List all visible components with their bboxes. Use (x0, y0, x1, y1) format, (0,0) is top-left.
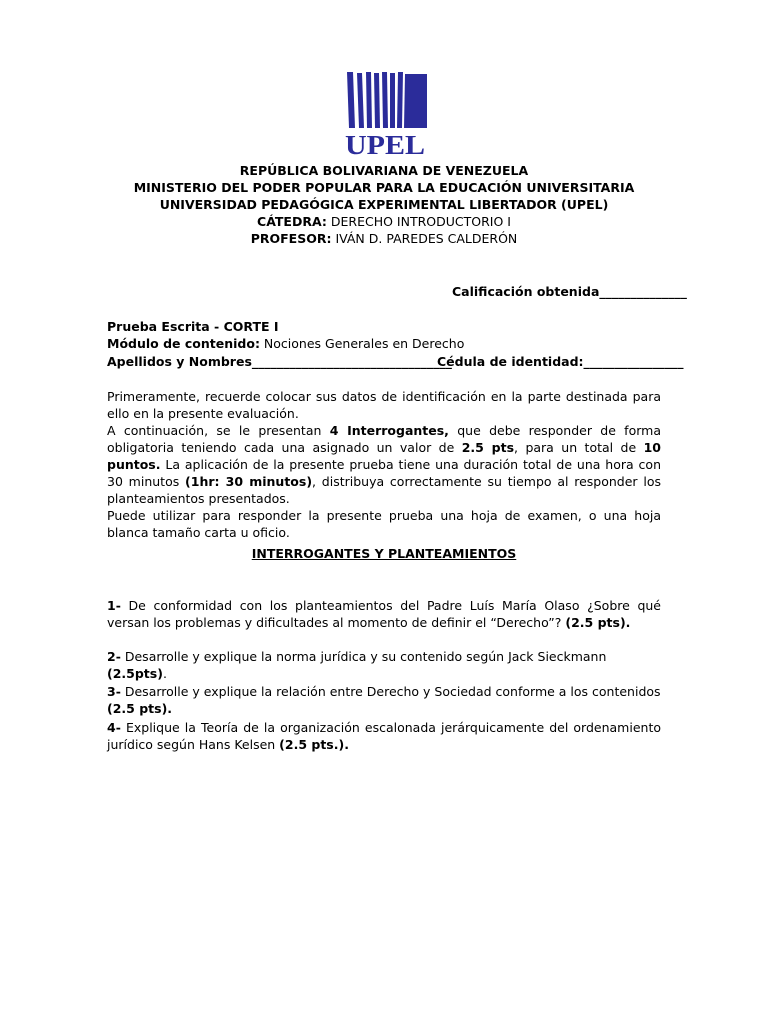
upel-logo (343, 70, 427, 156)
prueba-title: Prueba Escrita - CORTE I (107, 319, 279, 334)
p2-text-a: A continuación, se le presentan (107, 423, 330, 438)
modulo-value: Nociones Generales en Derecho (259, 336, 465, 351)
question-3 (107, 683, 661, 717)
question-points: (2.5 pts). (107, 701, 173, 716)
question-number: 1- (107, 598, 121, 613)
header-university: UNIVERSIDAD PEDAGÓGICA EXPERIMENTAL LIBERTADOR (UPEL) (159, 197, 609, 212)
p2-bold-puntos: 10 puntos. (107, 440, 662, 472)
question-4 (107, 719, 661, 753)
header-catedra (0, 213, 768, 230)
question-number: 2- (107, 649, 121, 664)
question-text: De conformidad con los planteamientos del Padre Luís María Olaso ¿Sobre qué versan los problemas y dificultades al momento de definir el “Derecho”? (107, 598, 661, 630)
cedula-field: Cédula de identidad:________________ (437, 354, 684, 369)
p2-text-i: , distribuya correctamente su tiempo al responder los planteamientos presentados. (107, 474, 661, 506)
instructions-p1: Primeramente, recuerde colocar sus datos de identificación en la parte destinada para ello en la presente evaluación. (107, 389, 661, 421)
instructions-p2 (107, 422, 661, 507)
p2-text-e: , para un total de (514, 440, 644, 455)
question-tail: . (162, 666, 167, 681)
header-republic: REPÚBLICA BOLIVARIANA DE VENEZUELA (239, 163, 529, 178)
p2-bold-interrogantes: 4 Interrogantes, (329, 423, 449, 438)
question-text: Desarrolle y explique la norma jurídica y su contenido según Jack Sieckmann (120, 649, 607, 664)
question-points: (2.5 pts). (565, 615, 631, 630)
question-text: Desarrolle y explique la relación entre Derecho y Sociedad conforme a los contenidos (120, 684, 661, 699)
apellidos-field: Apellidos y Nombres________________________________ (107, 354, 452, 369)
question-2 (107, 648, 661, 682)
profesor-label: PROFESOR: (250, 231, 332, 246)
instructions (107, 388, 661, 541)
header-ministry: MINISTERIO DEL PODER POPULAR PARA LA EDUCACIÓN UNIVERSITARIA (133, 180, 635, 195)
question-text: Explique la Teoría de la organización escalonada jerárquicamente del ordenamiento jurídico según Hans Kelsen (107, 720, 661, 752)
catedra-value: DERECHO INTRODUCTORIO I (326, 214, 511, 229)
modulo-label: Módulo de contenido: (107, 336, 260, 351)
p2-bold-pts: 2.5 pts (461, 440, 515, 455)
header-profesor (0, 230, 768, 247)
instructions-p3: Puede utilizar para responder la presente prueba una hoja de examen, o una hoja blanca tamaño carta u oficio. (107, 508, 661, 540)
question-points: (2.5 pts.). (279, 737, 349, 752)
svg-text:UPEL: UPEL (345, 130, 425, 156)
p2-text-g: La aplicación de la presente prueba tiene una duración total de una hora con 30 minutos (107, 457, 661, 489)
profesor-value: IVÁN D. PAREDES CALDERÓN (331, 231, 518, 246)
question-1 (107, 597, 661, 631)
calificacion-field: Calificación obtenida______________ (452, 284, 687, 299)
catedra-label: CÁTEDRA: (257, 214, 327, 229)
modulo-line (107, 336, 464, 351)
question-points: (2.5pts) (107, 666, 163, 681)
question-number: 3- (107, 684, 121, 699)
p2-text-c: que debe responder de forma obligatoria teniendo cada una asignado un valor de (107, 423, 661, 455)
p2-bold-duracion: (1hr: 30 minutos) (185, 474, 313, 489)
section-title: INTERROGANTES Y PLANTEAMIENTOS (251, 546, 517, 561)
question-number: 4- (107, 720, 121, 735)
institution-header (0, 162, 768, 247)
